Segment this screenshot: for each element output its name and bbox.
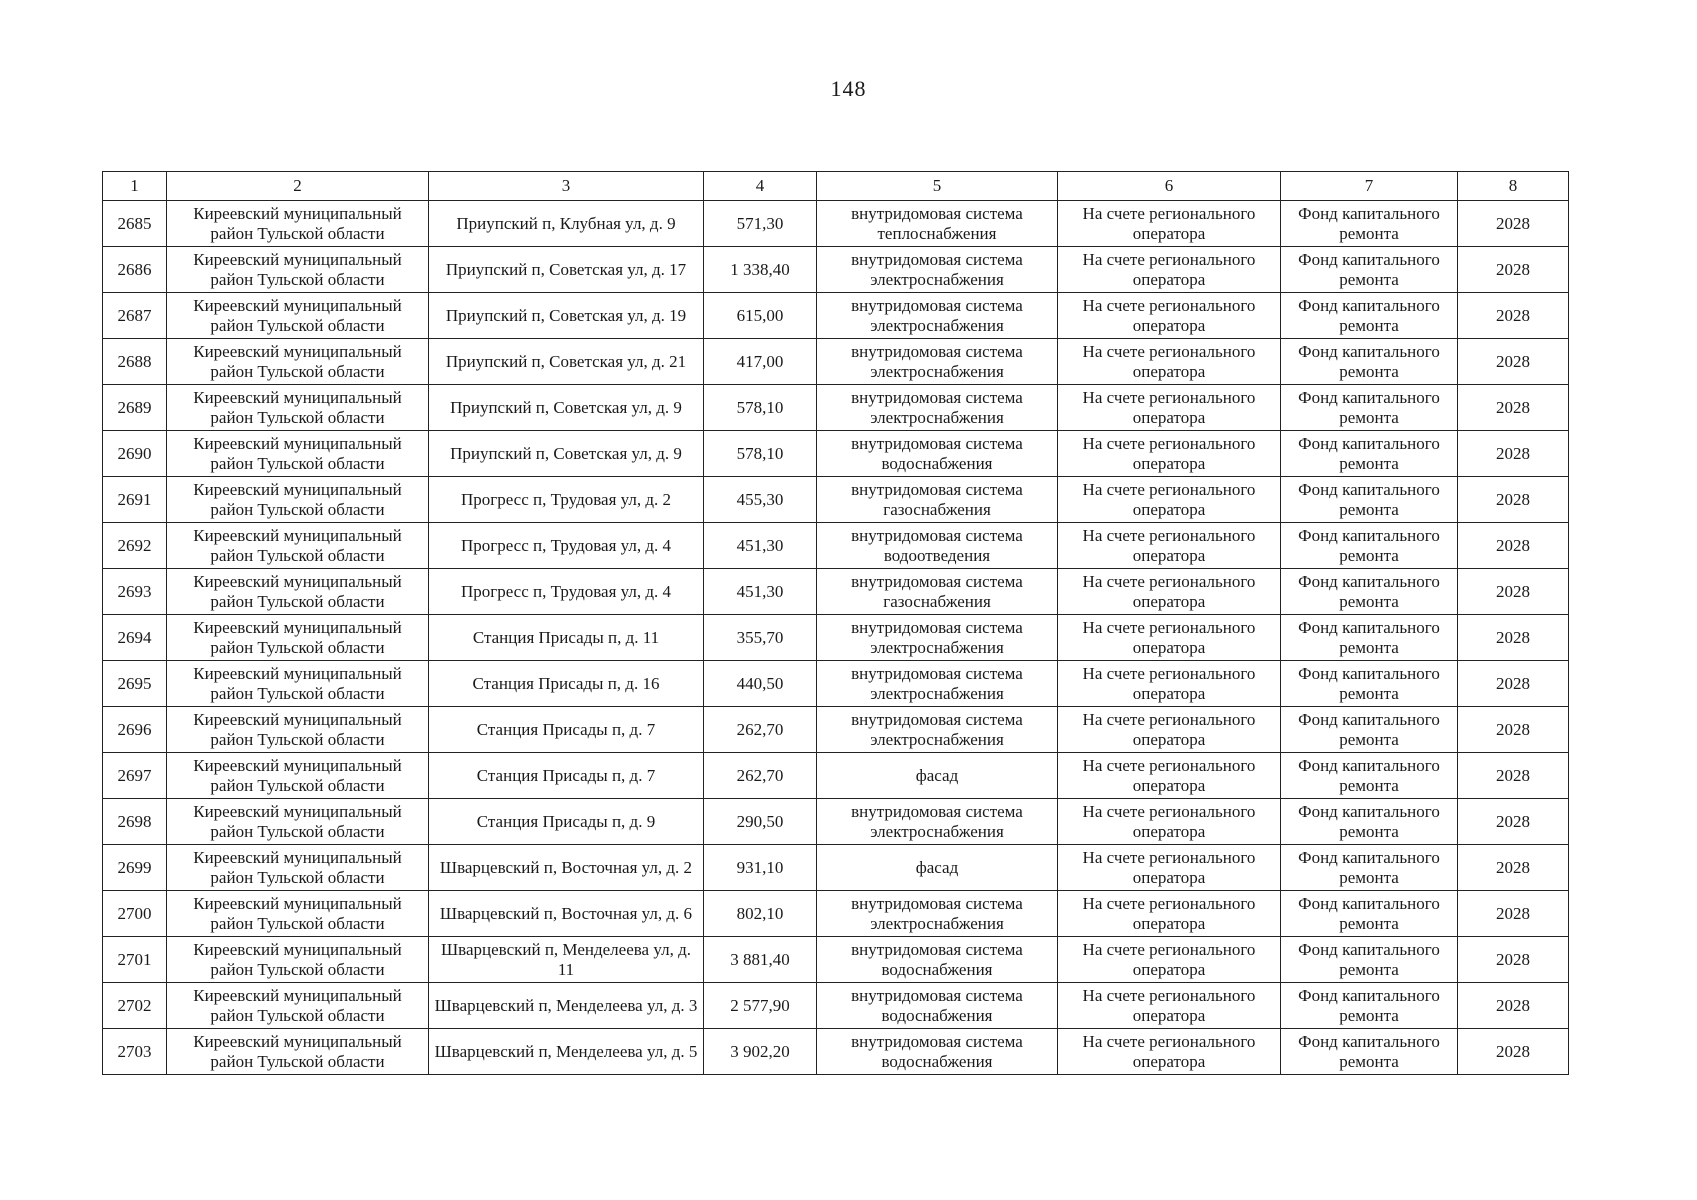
account-cell: На счете регионального оператора xyxy=(1058,1029,1281,1075)
system-cell: внутридомовая система электроснабжения xyxy=(817,661,1058,707)
year-cell: 2028 xyxy=(1458,569,1569,615)
column-header-4: 4 xyxy=(704,172,817,201)
year-cell: 2028 xyxy=(1458,201,1569,247)
row-number-cell: 2701 xyxy=(103,937,167,983)
row-number-cell: 2693 xyxy=(103,569,167,615)
system-cell: внутридомовая система газоснабжения xyxy=(817,477,1058,523)
area-cell: 578,10 xyxy=(704,431,817,477)
account-cell: На счете регионального оператора xyxy=(1058,983,1281,1029)
address-cell: Приупский п, Советская ул, д. 21 xyxy=(429,339,704,385)
system-cell: фасад xyxy=(817,753,1058,799)
system-cell: внутридомовая система водоснабжения xyxy=(817,983,1058,1029)
page-number: 148 xyxy=(830,76,867,101)
year-cell: 2028 xyxy=(1458,247,1569,293)
fund-cell: Фонд капитального ремонта xyxy=(1281,661,1458,707)
fund-cell: Фонд капитального ремонта xyxy=(1281,707,1458,753)
area-cell: 615,00 xyxy=(704,293,817,339)
table-row xyxy=(103,845,1569,891)
column-header-2: 2 xyxy=(167,172,429,201)
row-number-cell: 2697 xyxy=(103,753,167,799)
district-cell: Киреевский муниципальный район Тульской области xyxy=(167,753,429,799)
row-number-cell: 2696 xyxy=(103,707,167,753)
table-body xyxy=(103,201,1569,1075)
table-row xyxy=(103,201,1569,247)
address-cell: Шварцевский п, Менделеева ул, д. 11 xyxy=(429,937,704,983)
address-cell: Приупский п, Советская ул, д. 9 xyxy=(429,431,704,477)
address-cell: Шварцевский п, Восточная ул, д. 6 xyxy=(429,891,704,937)
area-cell: 571,30 xyxy=(704,201,817,247)
table-row xyxy=(103,1029,1569,1075)
district-cell: Киреевский муниципальный район Тульской области xyxy=(167,339,429,385)
system-cell: внутридомовая система электроснабжения xyxy=(817,247,1058,293)
district-cell: Киреевский муниципальный район Тульской области xyxy=(167,477,429,523)
district-cell: Киреевский муниципальный район Тульской области xyxy=(167,569,429,615)
area-cell: 802,10 xyxy=(704,891,817,937)
fund-cell: Фонд капитального ремонта xyxy=(1281,247,1458,293)
district-cell: Киреевский муниципальный район Тульской области xyxy=(167,615,429,661)
area-cell: 440,50 xyxy=(704,661,817,707)
area-cell: 262,70 xyxy=(704,707,817,753)
address-cell: Шварцевский п, Менделеева ул, д. 5 xyxy=(429,1029,704,1075)
year-cell: 2028 xyxy=(1458,615,1569,661)
year-cell: 2028 xyxy=(1458,385,1569,431)
table-row xyxy=(103,707,1569,753)
address-cell: Станция Присады п, д. 7 xyxy=(429,753,704,799)
address-cell: Прогресс п, Трудовая ул, д. 2 xyxy=(429,477,704,523)
account-cell: На счете регионального оператора xyxy=(1058,431,1281,477)
account-cell: На счете регионального оператора xyxy=(1058,385,1281,431)
account-cell: На счете регионального оператора xyxy=(1058,707,1281,753)
row-number-cell: 2691 xyxy=(103,477,167,523)
row-number-cell: 2692 xyxy=(103,523,167,569)
column-header-5: 5 xyxy=(817,172,1058,201)
fund-cell: Фонд капитального ремонта xyxy=(1281,385,1458,431)
area-cell: 3 902,20 xyxy=(704,1029,817,1075)
table-row xyxy=(103,799,1569,845)
row-number-cell: 2689 xyxy=(103,385,167,431)
row-number-cell: 2695 xyxy=(103,661,167,707)
address-cell: Шварцевский п, Менделеева ул, д. 3 xyxy=(429,983,704,1029)
account-cell: На счете регионального оператора xyxy=(1058,661,1281,707)
fund-cell: Фонд капитального ремонта xyxy=(1281,1029,1458,1075)
account-cell: На счете регионального оператора xyxy=(1058,247,1281,293)
address-cell: Станция Присады п, д. 9 xyxy=(429,799,704,845)
table-row xyxy=(103,891,1569,937)
year-cell: 2028 xyxy=(1458,431,1569,477)
area-cell: 578,10 xyxy=(704,385,817,431)
row-number-cell: 2688 xyxy=(103,339,167,385)
district-cell: Киреевский муниципальный район Тульской области xyxy=(167,891,429,937)
district-cell: Киреевский муниципальный район Тульской области xyxy=(167,385,429,431)
account-cell: На счете регионального оператора xyxy=(1058,845,1281,891)
table-row xyxy=(103,983,1569,1029)
year-cell: 2028 xyxy=(1458,293,1569,339)
row-number-cell: 2700 xyxy=(103,891,167,937)
year-cell: 2028 xyxy=(1458,753,1569,799)
column-header-8: 8 xyxy=(1458,172,1569,201)
account-cell: На счете регионального оператора xyxy=(1058,753,1281,799)
year-cell: 2028 xyxy=(1458,707,1569,753)
system-cell: внутридомовая система водоснабжения xyxy=(817,937,1058,983)
column-header-1: 1 xyxy=(103,172,167,201)
area-cell: 2 577,90 xyxy=(704,983,817,1029)
account-cell: На счете регионального оператора xyxy=(1058,615,1281,661)
address-cell: Станция Присады п, д. 11 xyxy=(429,615,704,661)
year-cell: 2028 xyxy=(1458,339,1569,385)
table-row xyxy=(103,661,1569,707)
column-header-3: 3 xyxy=(429,172,704,201)
district-cell: Киреевский муниципальный район Тульской области xyxy=(167,799,429,845)
area-cell: 451,30 xyxy=(704,569,817,615)
system-cell: фасад xyxy=(817,845,1058,891)
address-cell: Станция Присады п, д. 7 xyxy=(429,707,704,753)
address-cell: Прогресс п, Трудовая ул, д. 4 xyxy=(429,569,704,615)
account-cell: На счете регионального оператора xyxy=(1058,293,1281,339)
fund-cell: Фонд капитального ремонта xyxy=(1281,569,1458,615)
account-cell: На счете регионального оператора xyxy=(1058,201,1281,247)
system-cell: внутридомовая система водоотведения xyxy=(817,523,1058,569)
district-cell: Киреевский муниципальный район Тульской области xyxy=(167,431,429,477)
year-cell: 2028 xyxy=(1458,845,1569,891)
header-row xyxy=(103,172,1569,201)
area-cell: 262,70 xyxy=(704,753,817,799)
address-cell: Приупский п, Советская ул, д. 19 xyxy=(429,293,704,339)
fund-cell: Фонд капитального ремонта xyxy=(1281,891,1458,937)
district-cell: Киреевский муниципальный район Тульской области xyxy=(167,293,429,339)
account-cell: На счете регионального оператора xyxy=(1058,339,1281,385)
table-row xyxy=(103,523,1569,569)
district-cell: Киреевский муниципальный район Тульской области xyxy=(167,661,429,707)
fund-cell: Фонд капитального ремонта xyxy=(1281,799,1458,845)
area-cell: 3 881,40 xyxy=(704,937,817,983)
area-cell: 451,30 xyxy=(704,523,817,569)
address-cell: Прогресс п, Трудовая ул, д. 4 xyxy=(429,523,704,569)
district-cell: Киреевский муниципальный район Тульской области xyxy=(167,983,429,1029)
table-row xyxy=(103,615,1569,661)
account-cell: На счете регионального оператора xyxy=(1058,937,1281,983)
table-row xyxy=(103,385,1569,431)
row-number-cell: 2686 xyxy=(103,247,167,293)
area-cell: 355,70 xyxy=(704,615,817,661)
fund-cell: Фонд капитального ремонта xyxy=(1281,937,1458,983)
system-cell: внутридомовая система электроснабжения xyxy=(817,339,1058,385)
address-cell: Приупский п, Клубная ул, д. 9 xyxy=(429,201,704,247)
year-cell: 2028 xyxy=(1458,1029,1569,1075)
year-cell: 2028 xyxy=(1458,477,1569,523)
address-cell: Шварцевский п, Восточная ул, д. 2 xyxy=(429,845,704,891)
year-cell: 2028 xyxy=(1458,661,1569,707)
system-cell: внутридомовая система водоснабжения xyxy=(817,431,1058,477)
system-cell: внутридомовая система электроснабжения xyxy=(817,293,1058,339)
row-number-cell: 2698 xyxy=(103,799,167,845)
fund-cell: Фонд капитального ремонта xyxy=(1281,753,1458,799)
table-row xyxy=(103,569,1569,615)
area-cell: 417,00 xyxy=(704,339,817,385)
area-cell: 455,30 xyxy=(704,477,817,523)
area-cell: 290,50 xyxy=(704,799,817,845)
area-cell: 931,10 xyxy=(704,845,817,891)
fund-cell: Фонд капитального ремонта xyxy=(1281,431,1458,477)
system-cell: внутридомовая система теплоснабжения xyxy=(817,201,1058,247)
year-cell: 2028 xyxy=(1458,523,1569,569)
row-number-cell: 2690 xyxy=(103,431,167,477)
year-cell: 2028 xyxy=(1458,983,1569,1029)
address-cell: Станция Присады п, д. 16 xyxy=(429,661,704,707)
table-row xyxy=(103,937,1569,983)
system-cell: внутридомовая система электроснабжения xyxy=(817,707,1058,753)
year-cell: 2028 xyxy=(1458,799,1569,845)
district-cell: Киреевский муниципальный район Тульской области xyxy=(167,845,429,891)
fund-cell: Фонд капитального ремонта xyxy=(1281,339,1458,385)
district-cell: Киреевский муниципальный район Тульской области xyxy=(167,523,429,569)
table-header xyxy=(103,172,1569,201)
column-header-7: 7 xyxy=(1281,172,1458,201)
year-cell: 2028 xyxy=(1458,891,1569,937)
year-cell: 2028 xyxy=(1458,937,1569,983)
district-cell: Киреевский муниципальный район Тульской области xyxy=(167,247,429,293)
district-cell: Киреевский муниципальный район Тульской области xyxy=(167,201,429,247)
system-cell: внутридомовая система электроснабжения xyxy=(817,615,1058,661)
row-number-cell: 2703 xyxy=(103,1029,167,1075)
system-cell: внутридомовая система электроснабжения xyxy=(817,385,1058,431)
account-cell: На счете регионального оператора xyxy=(1058,569,1281,615)
account-cell: На счете регионального оператора xyxy=(1058,477,1281,523)
area-cell: 1 338,40 xyxy=(704,247,817,293)
table-row xyxy=(103,339,1569,385)
system-cell: внутридомовая система газоснабжения xyxy=(817,569,1058,615)
table-row xyxy=(103,753,1569,799)
fund-cell: Фонд капитального ремонта xyxy=(1281,201,1458,247)
fund-cell: Фонд капитального ремонта xyxy=(1281,293,1458,339)
row-number-cell: 2687 xyxy=(103,293,167,339)
table-row xyxy=(103,247,1569,293)
row-number-cell: 2702 xyxy=(103,983,167,1029)
fund-cell: Фонд капитального ремонта xyxy=(1281,983,1458,1029)
fund-cell: Фонд капитального ремонта xyxy=(1281,523,1458,569)
district-cell: Киреевский муниципальный район Тульской области xyxy=(167,707,429,753)
table-row xyxy=(103,293,1569,339)
system-cell: внутридомовая система электроснабжения xyxy=(817,799,1058,845)
row-number-cell: 2699 xyxy=(103,845,167,891)
repair-schedule-table xyxy=(102,171,1569,1075)
table-row xyxy=(103,431,1569,477)
row-number-cell: 2694 xyxy=(103,615,167,661)
district-cell: Киреевский муниципальный район Тульской области xyxy=(167,937,429,983)
system-cell: внутридомовая система водоснабжения xyxy=(817,1029,1058,1075)
account-cell: На счете регионального оператора xyxy=(1058,799,1281,845)
fund-cell: Фонд капитального ремонта xyxy=(1281,845,1458,891)
fund-cell: Фонд капитального ремонта xyxy=(1281,477,1458,523)
account-cell: На счете регионального оператора xyxy=(1058,891,1281,937)
table-row xyxy=(103,477,1569,523)
account-cell: На счете регионального оператора xyxy=(1058,523,1281,569)
system-cell: внутридомовая система электроснабжения xyxy=(817,891,1058,937)
row-number-cell: 2685 xyxy=(103,201,167,247)
address-cell: Приупский п, Советская ул, д. 9 xyxy=(429,385,704,431)
fund-cell: Фонд капитального ремонта xyxy=(1281,615,1458,661)
address-cell: Приупский п, Советская ул, д. 17 xyxy=(429,247,704,293)
column-header-6: 6 xyxy=(1058,172,1281,201)
district-cell: Киреевский муниципальный район Тульской области xyxy=(167,1029,429,1075)
